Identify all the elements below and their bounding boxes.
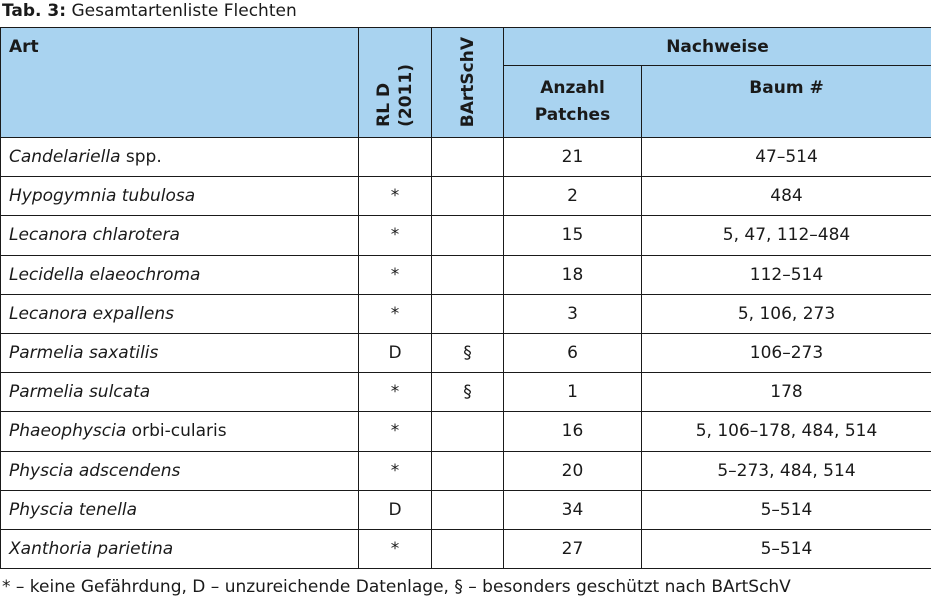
rl-cell: * (359, 412, 432, 451)
species-name-italic: Phaeophyscia (9, 421, 127, 442)
table-row (1, 529, 931, 568)
species-name-rest: orbi-cularis (126, 421, 227, 442)
species-name-cell (1, 177, 359, 216)
rl-cell: * (359, 294, 432, 333)
bartschv-cell (432, 294, 504, 333)
table-row (1, 255, 931, 294)
species-name-cell (1, 255, 359, 294)
baum-cell: 47–514 (642, 138, 931, 177)
caption-text: Gesamtartenliste Flechten (71, 1, 297, 21)
bartschv-cell (432, 451, 504, 490)
rl-cell: D (359, 333, 432, 372)
baum-cell: 106–273 (642, 333, 931, 372)
rl-cell: * (359, 216, 432, 255)
rl-cell: * (359, 529, 432, 568)
bartschv-cell (432, 490, 504, 529)
species-name-cell (1, 294, 359, 333)
species-name-cell (1, 451, 359, 490)
header-anzahl-text: Anzahl Patches (534, 78, 611, 125)
baum-cell: 5–514 (642, 529, 931, 568)
table-row (1, 412, 931, 451)
species-name-rest: spp. (120, 147, 162, 168)
species-name-italic: Physcia tenella (9, 499, 138, 520)
anzahl-cell: 15 (504, 216, 642, 255)
rl-cell: * (359, 177, 432, 216)
anzahl-cell: 18 (504, 255, 642, 294)
baum-cell: 112–514 (642, 255, 931, 294)
species-name-italic: Candelariella (9, 147, 121, 168)
rl-cell: * (359, 451, 432, 490)
species-name-italic: Hypogymnia tubulosa (9, 186, 196, 207)
table-row (1, 333, 931, 372)
anzahl-cell: 20 (504, 451, 642, 490)
baum-cell: 5–273, 484, 514 (642, 451, 931, 490)
species-name-italic: Parmelia sulcata (9, 382, 151, 403)
species-name-cell (1, 333, 359, 372)
table-body (1, 138, 931, 569)
anzahl-cell: 34 (504, 490, 642, 529)
bartschv-cell (432, 412, 504, 451)
anzahl-cell: 6 (504, 333, 642, 372)
header-anzahl-patches (504, 66, 642, 138)
table-row (1, 490, 931, 529)
rl-cell: D (359, 490, 432, 529)
species-name-italic: Parmelia saxatilis (9, 343, 159, 364)
species-name-italic: Physcia adscendens (9, 460, 181, 481)
species-name-cell (1, 412, 359, 451)
header-art: Art (1, 28, 359, 138)
species-name-italic: Lecanora expallens (9, 303, 174, 324)
header-rl (359, 28, 432, 138)
bartschv-cell (432, 216, 504, 255)
table-row (1, 373, 931, 412)
header-baum: Baum # (642, 66, 931, 138)
header-bartschv (432, 28, 504, 138)
species-name-italic: Lecanora chlarotera (9, 225, 180, 246)
baum-cell: 5, 106, 273 (642, 294, 931, 333)
species-name-cell (1, 216, 359, 255)
table-row (1, 216, 931, 255)
baum-cell: 5, 106–178, 484, 514 (642, 412, 931, 451)
table-footnote: * – keine Gefährdung, D – unzureichende Datenlage, § – besonders geschützt nach BArtSchV (2, 577, 791, 597)
table-row (1, 177, 931, 216)
anzahl-cell: 2 (504, 177, 642, 216)
rl-cell: * (359, 255, 432, 294)
anzahl-cell: 21 (504, 138, 642, 177)
caption-label: Tab. 3: (2, 1, 67, 21)
anzahl-cell: 27 (504, 529, 642, 568)
header-nachweise: Nachweise (504, 28, 931, 66)
species-name-cell (1, 529, 359, 568)
anzahl-cell: 3 (504, 294, 642, 333)
table-row (1, 138, 931, 177)
baum-cell: 5–514 (642, 490, 931, 529)
baum-cell: 5, 47, 112–484 (642, 216, 931, 255)
species-name-cell (1, 373, 359, 412)
species-name-cell (1, 138, 359, 177)
table-row (1, 451, 931, 490)
species-table (0, 27, 931, 569)
species-name-italic: Lecidella elaeochroma (9, 264, 201, 285)
bartschv-cell (432, 255, 504, 294)
table-row (1, 294, 931, 333)
species-name-italic: Xanthoria parietina (9, 538, 174, 559)
rl-cell: * (359, 373, 432, 412)
table-caption (2, 0, 297, 22)
bartschv-cell (432, 177, 504, 216)
header-bartschv-text: BArtSchV (457, 36, 478, 127)
species-name-cell (1, 490, 359, 529)
bartschv-cell: § (432, 333, 504, 372)
anzahl-cell: 1 (504, 373, 642, 412)
bartschv-cell: § (432, 373, 504, 412)
anzahl-cell: 16 (504, 412, 642, 451)
bartschv-cell (432, 529, 504, 568)
bartschv-cell (432, 138, 504, 177)
table-header (1, 28, 931, 138)
rl-cell (359, 138, 432, 177)
baum-cell: 178 (642, 373, 931, 412)
header-rl-text: RL D (2011) (374, 64, 416, 127)
baum-cell: 484 (642, 177, 931, 216)
